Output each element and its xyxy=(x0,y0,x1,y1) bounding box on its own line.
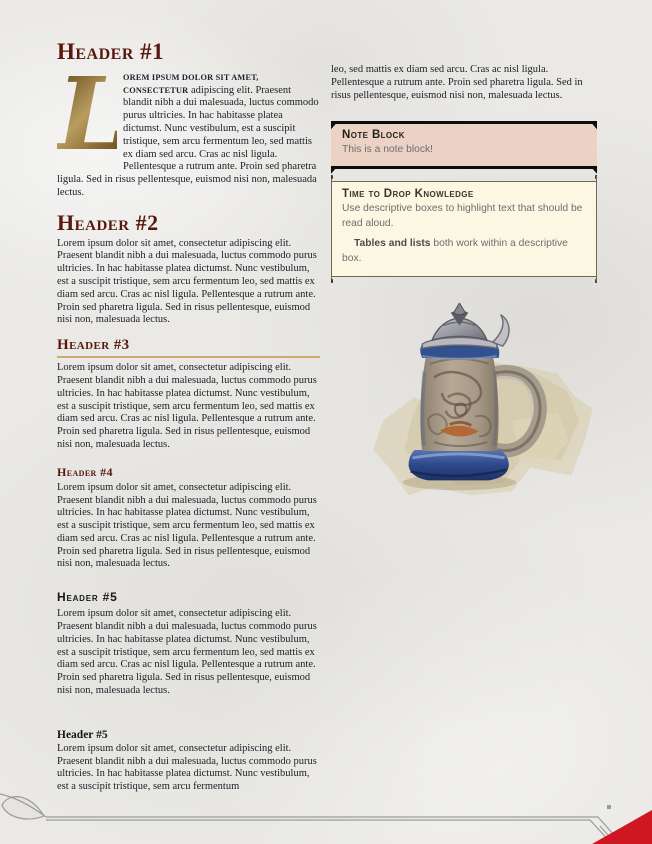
beer-stein-illustration xyxy=(365,303,597,499)
heading-5-alt: Header #5 xyxy=(57,728,108,741)
heading-1: Header #1 xyxy=(57,39,165,64)
descriptive-title: Time to Drop Knowledge xyxy=(342,187,474,200)
descriptive-body-line1: Use descriptive boxes to highlight text that should be read aloud. xyxy=(342,202,583,230)
heading-2: Header #2 xyxy=(57,209,159,235)
box-corner-dot-icon xyxy=(331,175,333,179)
paragraph-dropcap xyxy=(57,54,320,200)
descriptive-rest-text: both work within a descriptive box. xyxy=(342,237,568,265)
right-column xyxy=(331,62,597,782)
descriptive-bold-text: Tables and lists xyxy=(354,237,431,249)
lead-smallcaps-text: OREM IPSUM DOLOR SIT AMET, CONSECTETUR xyxy=(123,72,259,95)
lead-body-text: adipiscing elit. Praesent blandit nibh a dui malesuada, luctus commodo purus ultricies. In hac habitasse platea dictumst. Nunc vestibulum, est a suscipit tristique, sem arcu fermentum leo, sed mattis ex diam sed arcu. Cras ac nisl ligula. Pellentesque a rutrum ante. Proin sed pharetra ligula. Sed in risus pellentesque, euismod nisi non, malesuada lectus. xyxy=(57,84,319,198)
heading-4: Header #4 xyxy=(57,464,113,479)
footer-flourish xyxy=(0,780,652,844)
note-corner-icon xyxy=(590,166,597,175)
note-corner-icon xyxy=(331,166,338,175)
stein-body xyxy=(420,355,498,450)
note-title: Note Block xyxy=(342,129,405,142)
footer-leaf-icon xyxy=(0,794,46,819)
paragraph-truncated: Lorem ipsum dolor sit amet, consectetur adipiscing elit. Praesent blandit nibh a dui malesuada, luctus commodo purus ultricies. In hac habitasse platea dictumst. Nunc vestibulum, est a suscipit tristique, sem arcu fermentum xyxy=(57,742,317,793)
box-corner-dot-icon xyxy=(595,175,597,179)
note-block xyxy=(331,121,597,168)
footer-square-dot-icon xyxy=(607,805,611,809)
descriptive-box xyxy=(331,181,597,277)
heading-3: Header #3 xyxy=(57,337,320,358)
note-corner-icon xyxy=(590,121,597,130)
heading-5: Header #5 xyxy=(57,590,118,605)
left-column xyxy=(57,38,320,815)
paragraph: Lorem ipsum dolor sit amet, consectetur adipiscing elit. Praesent blandit nibh a dui malesuada, luctus commodo purus ultricies. In hac habitasse platea dictumst. Nunc vestibulum, est a suscipit tristique, sem arcu fermentum leo, sed mattis ex diam sed arcu. Cras ac nisl ligula. Pellentesque a rutrum ante. Proin sed pharetra ligula. Sed in risus pellentesque, euismod nisi non, malesuada lectus. xyxy=(57,481,317,570)
footer-rule xyxy=(46,817,622,844)
box-corner-dot-icon xyxy=(595,279,597,283)
stein-thumblift xyxy=(493,314,509,345)
paragraph: Lorem ipsum dolor sit amet, consectetur adipiscing elit. Praesent blandit nibh a dui malesuada, luctus commodo purus ultricies. In hac habitasse platea dictumst. Nunc vestibulum, est a suscipit tristique, sem arcu fermentum leo, sed mattis ex diam sed arcu. Cras ac nisl ligula. Pellentesque a rutrum ante. Proin sed pharetra ligula. Sed in risus pellentesque, euismod nisi non, malesuada lectus. xyxy=(57,237,317,326)
stein-base xyxy=(409,450,509,480)
ornate-dropcap-letter: L xyxy=(57,54,128,173)
note-corner-icon xyxy=(331,121,338,130)
descriptive-body-line2 xyxy=(342,236,586,267)
note-body: This is a note block! xyxy=(342,144,433,156)
paragraph: Lorem ipsum dolor sit amet, consectetur adipiscing elit. Praesent blandit nibh a dui malesuada, luctus commodo purus ultricies. In hac habitasse platea dictumst. Nunc vestibulum, est a suscipit tristique, sem arcu fermentum leo, sed mattis ex diam sed arcu. Cras ac nisl ligula. Pellentesque a rutrum ante. Proin sed pharetra ligula. Sed in risus pellentesque, euismod nisi non, malesuada lectus. xyxy=(57,362,317,450)
box-corner-dot-icon xyxy=(331,279,333,283)
illustration-container xyxy=(365,303,597,504)
stein-lid xyxy=(422,303,496,348)
paragraph: Lorem ipsum dolor sit amet, consectetur adipiscing elit. Praesent blandit nibh a dui malesuada, luctus commodo purus ultricies. In hac habitasse platea dictumst. Nunc vestibulum, est a suscipit tristique, sem arcu fermentum leo, sed mattis ex diam sed arcu. Cras ac nisl ligula. Pellentesque a rutrum ante. Proin sed pharetra ligula. Sed in risus pellentesque, euismod nisi non, malesuada lectus. xyxy=(57,608,317,697)
continuation-paragraph: leo, sed mattis ex diam sed arcu. Cras ac nisl ligula. Pellentesque a rutrum ante. Proin sed pharetra ligula. Sed in risus pellentesque, euismod nisi non, malesuada lectus. xyxy=(331,64,583,101)
